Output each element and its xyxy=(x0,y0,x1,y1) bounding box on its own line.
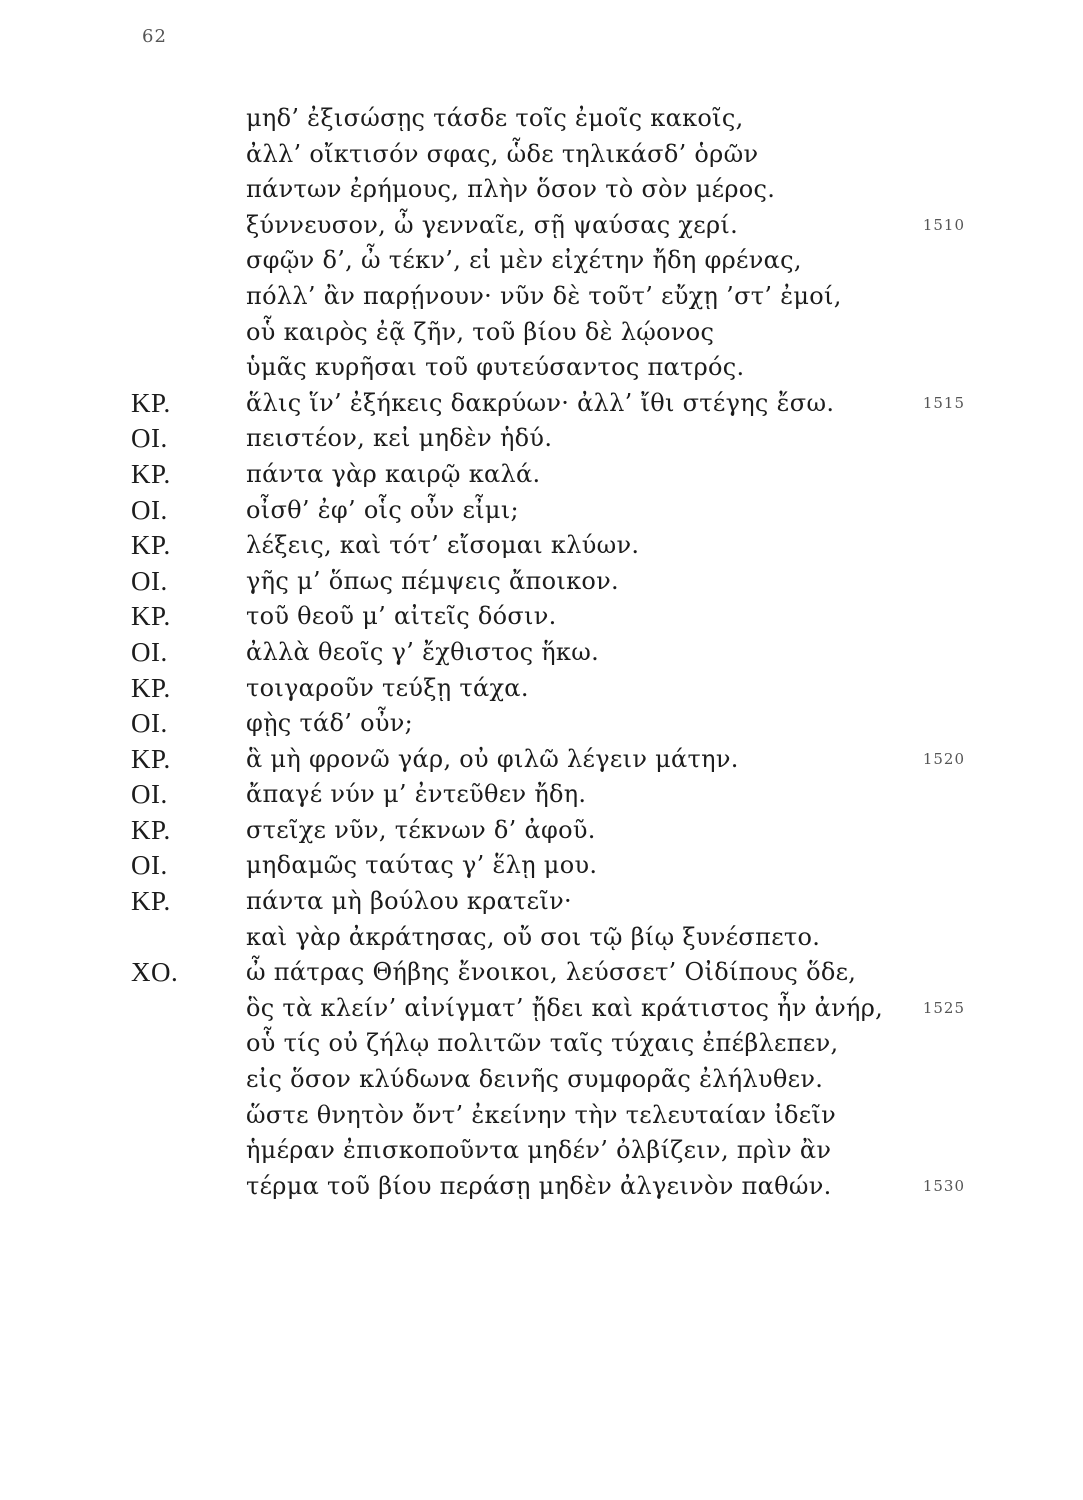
speaker-label: ΚΡ. xyxy=(131,814,171,845)
verse-text: ἄπαγέ νύν μ’ ἐντεῦθεν ἤδη. xyxy=(246,780,587,809)
speaker-label: ΚΡ. xyxy=(131,886,171,917)
speaker-label: ΟΙ. xyxy=(131,850,168,881)
line-number: 1525 xyxy=(922,998,965,1017)
speaker-label: ΚΡ. xyxy=(131,743,171,774)
verse-text: ξύννευσον, ὦ γενναῖε, σῇ ψαύσας χερί. xyxy=(246,210,739,239)
verse-text: τοῦ θεοῦ μ’ αἰτεῖς δόσιν. xyxy=(246,602,557,631)
verse-line xyxy=(0,1133,1083,1169)
verse-block xyxy=(0,101,1083,1204)
verse-line xyxy=(0,279,1083,315)
speaker-label: ΟΙ. xyxy=(131,708,168,739)
verse-text: πάντα γὰρ καιρῷ καλά. xyxy=(246,459,541,488)
verse-line xyxy=(0,884,1083,920)
verse-text: ἅλις ἵν’ ἐξήκεις δακρύων· ἀλλ’ ἴθι στέγης ἔσω. xyxy=(246,388,835,417)
verse-text: πόλλ’ ἂν παρῄνουν· νῦν δὲ τοῦτ’ εὔχῃ ’στ’ ἐμοί, xyxy=(246,281,842,310)
verse-line xyxy=(0,635,1083,671)
verse-text: ὃς τὰ κλείν’ αἰνίγματ’ ᾔδει καὶ κράτιστος ἦν ἀνήρ, xyxy=(246,993,884,1022)
verse-line xyxy=(0,1026,1083,1062)
speaker-label: ΟΙ. xyxy=(131,565,168,596)
verse-line xyxy=(0,1098,1083,1134)
line-number: 1530 xyxy=(922,1176,965,1195)
speaker-label: ΚΡ. xyxy=(131,601,171,632)
speaker-label: ΧΟ. xyxy=(131,957,179,988)
verse-text: φῂς τάδ’ οὖν; xyxy=(246,709,414,738)
verse-text: ὦ πάτρας Θήβης ἔνοικοι, λεύσσετ’ Οἰδίπους ὅδε, xyxy=(246,958,857,987)
verse-line xyxy=(0,813,1083,849)
verse-text: οὗ καιρὸς ἐᾷ ζῆν, τοῦ βίου δὲ λῴονος xyxy=(246,317,715,346)
verse-line xyxy=(0,457,1083,493)
verse-line xyxy=(0,421,1083,457)
verse-line xyxy=(0,315,1083,351)
verse-line xyxy=(0,172,1083,208)
verse-line xyxy=(0,564,1083,600)
verse-text: τοιγαροῦν τεύξῃ τάχα. xyxy=(246,673,529,702)
verse-text: οὗ τίς οὐ ζήλῳ πολιτῶν ταῖς τύχαις ἐπέβλεπεν, xyxy=(246,1029,839,1058)
verse-line xyxy=(0,955,1083,991)
verse-line xyxy=(0,386,1083,422)
verse-line xyxy=(0,777,1083,813)
verse-text: τέρμα τοῦ βίου περάσῃ μηδὲν ἀλγεινὸν παθών. xyxy=(246,1171,832,1200)
verse-line xyxy=(0,208,1083,244)
speaker-label: ΚΡ. xyxy=(131,530,171,561)
verse-text: ὑμᾶς κυρῆσαι τοῦ φυτεύσαντος πατρός. xyxy=(246,353,745,382)
verse-line xyxy=(0,920,1083,956)
speaker-label: ΚΡ. xyxy=(131,387,171,418)
line-number: 1515 xyxy=(922,393,965,412)
verse-line xyxy=(0,350,1083,386)
verse-line xyxy=(0,742,1083,778)
verse-text: ὥστε θνητὸν ὄντ’ ἐκείνην τὴν τελευταίαν ἰδεῖν xyxy=(246,1100,837,1129)
speaker-label: ΟΙ. xyxy=(131,423,168,454)
verse-text: ἃ μὴ φρονῶ γάρ, οὐ φιλῶ λέγειν μάτην. xyxy=(246,744,739,773)
speaker-label: ΟΙ. xyxy=(131,779,168,810)
verse-text: γῆς μ’ ὅπως πέμψεις ἄποικον. xyxy=(246,566,619,595)
line-number: 1520 xyxy=(922,749,965,768)
verse-text: ἀλλ’ οἴκτισόν σφας, ὧδε τηλικάσδ’ ὁρῶν xyxy=(246,139,759,168)
verse-line xyxy=(0,101,1083,137)
speaker-label: ΟΙ. xyxy=(131,494,168,525)
verse-text: καὶ γὰρ ἀκράτησας, οὔ σοι τῷ βίῳ ξυνέσπετο. xyxy=(246,922,821,951)
verse-line xyxy=(0,991,1083,1027)
verse-line xyxy=(0,493,1083,529)
verse-line xyxy=(0,528,1083,564)
verse-text: στεῖχε νῦν, τέκνων δ’ ἀφοῦ. xyxy=(246,815,596,844)
verse-text: πειστέον, κεἰ μηδὲν ἡδύ. xyxy=(246,424,553,453)
speaker-label: ΟΙ. xyxy=(131,636,168,667)
verse-text: ἡμέραν ἐπισκοποῦντα μηδέν’ ὀλβίζειν, πρὶν ἂν xyxy=(246,1136,832,1165)
verse-line xyxy=(0,1169,1083,1205)
verse-line xyxy=(0,137,1083,173)
verse-line xyxy=(0,1062,1083,1098)
verse-text: οἶσθ’ ἐφ’ οἷς οὖν εἶμι; xyxy=(246,495,519,524)
verse-line xyxy=(0,599,1083,635)
verse-text: λέξεις, καὶ τότ’ εἴσομαι κλύων. xyxy=(246,531,640,560)
verse-text: εἰς ὅσον κλύδωνα δεινῆς συμφορᾶς ἐλήλυθεν. xyxy=(246,1065,824,1094)
verse-text: ἀλλὰ θεοῖς γ’ ἔχθιστος ἥκω. xyxy=(246,637,600,666)
verse-text: σφῷν δ’, ὦ τέκν’, εἰ μὲν εἰχέτην ἤδη φρένας, xyxy=(246,246,802,275)
verse-text: πάντα μὴ βούλου κρατεῖν· xyxy=(246,887,572,916)
verse-line xyxy=(0,706,1083,742)
speaker-label: ΚΡ. xyxy=(131,672,171,703)
verse-text: μηδ’ ἐξισώσῃς τάσδε τοῖς ἐμοῖς κακοῖς, xyxy=(246,104,744,132)
verse-line xyxy=(0,243,1083,279)
verse-text: πάντων ἐρήμους, πλὴν ὅσον τὸ σὸν μέρος. xyxy=(246,175,776,204)
verse-line xyxy=(0,671,1083,707)
speaker-label: ΚΡ. xyxy=(131,458,171,489)
verse-line xyxy=(0,848,1083,884)
line-number: 1510 xyxy=(922,215,965,234)
verse-text: μηδαμῶς ταύτας γ’ ἕλῃ μου. xyxy=(246,851,598,880)
page-number: 62 xyxy=(142,26,167,47)
